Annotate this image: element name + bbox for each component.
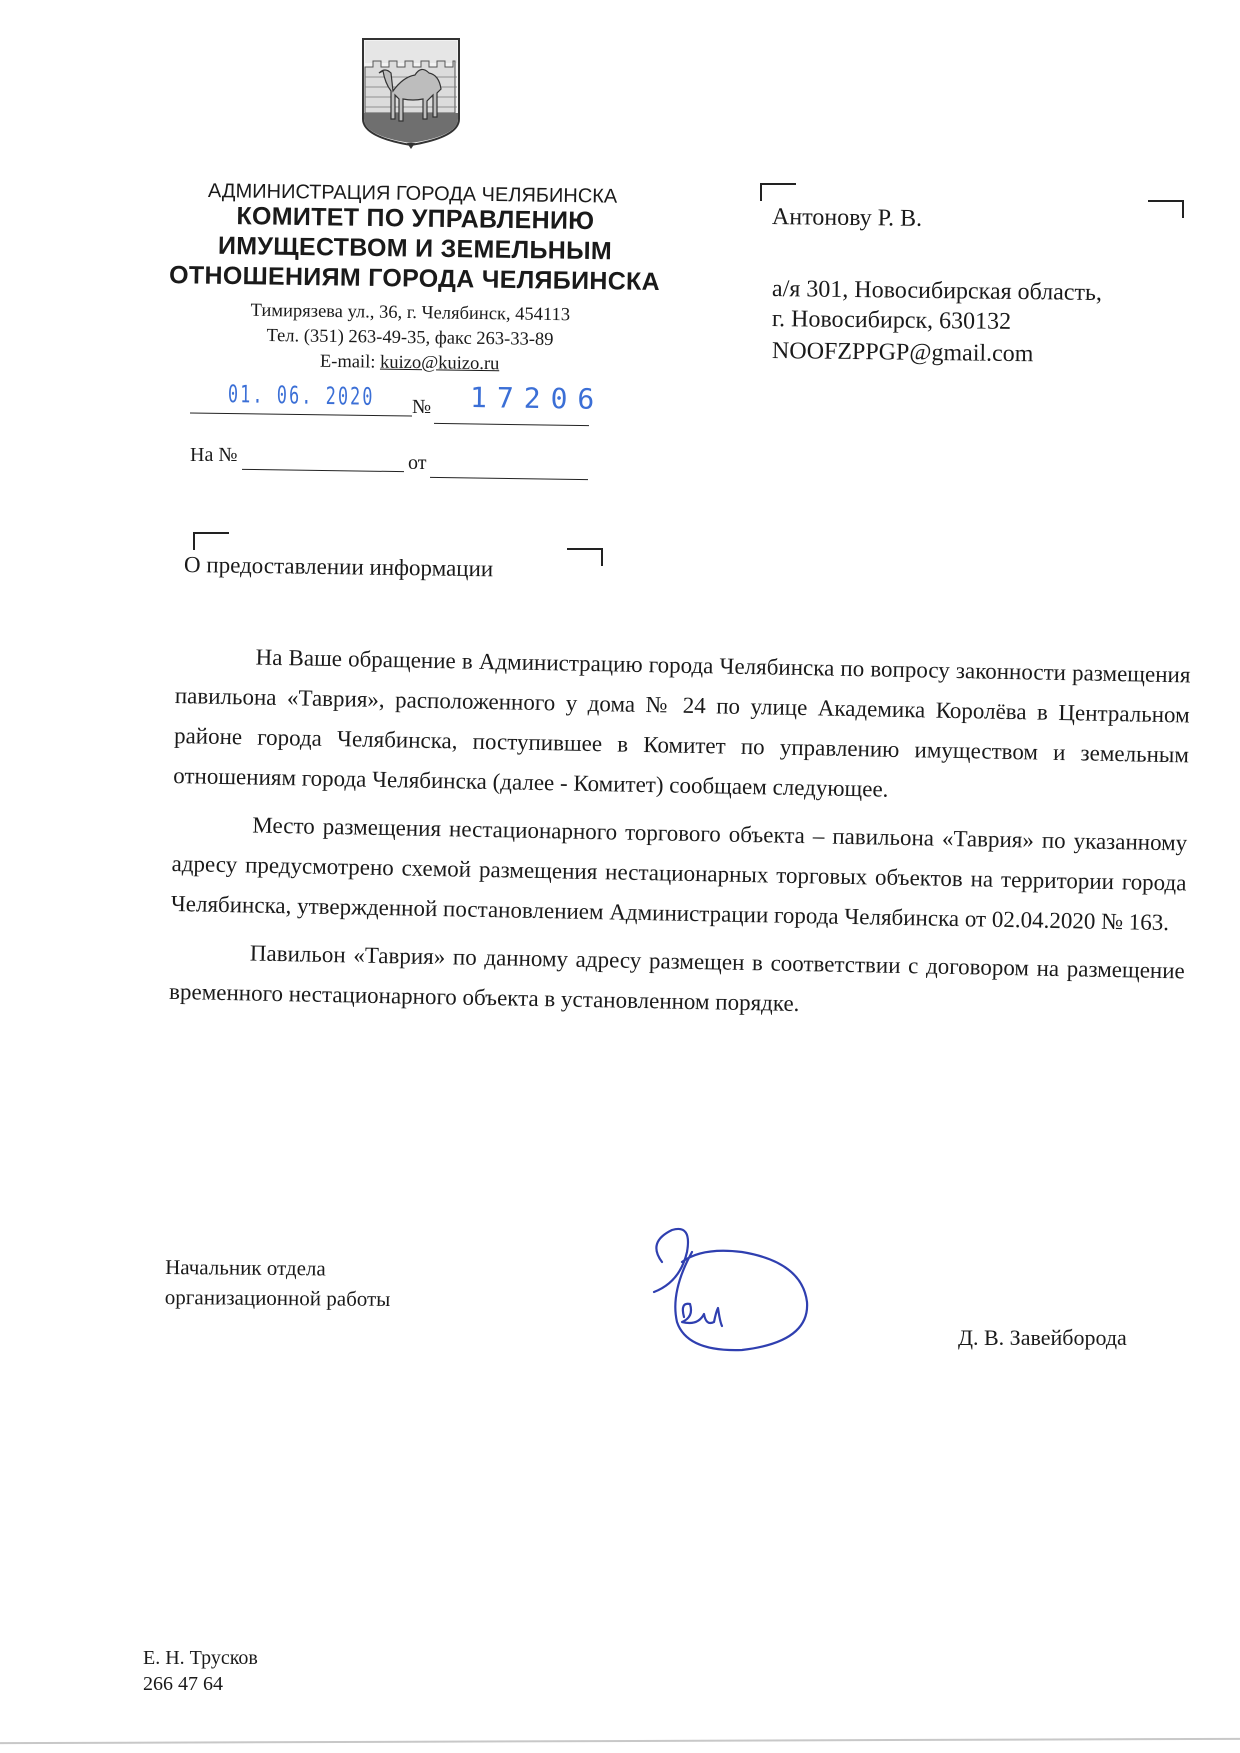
executor-phone: 266 47 64: [143, 1673, 223, 1695]
signer-position: [165, 1252, 391, 1314]
handwritten-signature-icon: [632, 1222, 862, 1352]
signer-name: Д. В. Завейборода: [958, 1325, 1127, 1350]
body-paragraph: На Ваше обращение в Администрацию города Челябинска по вопросу законности размещения павильона «Таврия», расположенного у дома № 24 по улице Академика Королёва в Центральном районе города Челябинска, поступившее в Комитет по управлению имуществом и земельным отношениям города Челябинска (далее - Комитет) сообщаем следующее.: [173, 644, 1191, 802]
recipient-address-1: а/я 301, Новосибирская область,: [771, 276, 1103, 307]
committee-line: ОТНОШЕНИЯМ ГОРОДА ЧЕЛЯБИНСКА: [168, 261, 661, 296]
recipient-name: Антонову Р. В.: [771, 204, 923, 232]
committee-line: ИМУЩЕСТВОМ И ЗЕМЕЛЬНЫМ: [217, 231, 613, 266]
recipient-email: NOOFZPPGP@gmail.com: [771, 338, 1034, 368]
recipient-corner-mark: [760, 183, 796, 201]
body-paragraph: Павильон «Таврия» по данному адресу размещен в соответствии с договором на размещение временного нестационарного объекта в установленном порядке.: [168, 940, 1185, 1017]
letterhead-email-row: [194, 348, 624, 379]
committee-line: КОМИТЕТ ПО УПРАВЛЕНИЮ: [236, 202, 595, 236]
letter-body: [169, 636, 1191, 1039]
reference-number-label: На №: [190, 444, 238, 466]
registration-date-stamp: 01. 06. 2020: [227, 380, 375, 411]
coat-of-arms-icon: [355, 33, 467, 151]
administration-name: АДМИНИСТРАЦИЯ ГОРОДА ЧЕЛЯБИНСКА: [207, 180, 618, 208]
reference-date-blank: [430, 477, 588, 480]
date-underline: [190, 412, 412, 416]
number-underline: [434, 423, 589, 426]
letterhead-contacts: [194, 298, 625, 379]
executor-info: [143, 1645, 258, 1697]
subject-corner-mark: [193, 532, 229, 550]
committee-name: [159, 200, 670, 297]
scan-edge-divider: [0, 1738, 1240, 1744]
registration-number-stamp: 17206: [469, 381, 605, 416]
body-paragraph: Место размещения нестационарного торгового объекта – павильона «Таврия» по указанному адресу предусмотрено схемой размещения нестационарных торговых объектов на территории города Челябинска, утвержденной постановлением Администрации города Челябинска от 02.04.2020 № 163.: [170, 812, 1188, 936]
letterhead-phone: Тел. (351) 263-49-35, факс 263-33-89: [266, 325, 554, 351]
letterhead-address: Тимирязева ул., 36, г. Челябинск, 454113: [250, 300, 571, 326]
signer-position-line: организационной работы: [164, 1284, 391, 1311]
executor-name: Е. Н. Трусков: [143, 1647, 258, 1669]
recipient-address-2: г. Новосибирск, 630132: [771, 306, 1012, 335]
recipient-corner-mark: [1148, 200, 1184, 218]
letter-subject: О предоставлении информации: [183, 552, 494, 582]
number-sign: №: [412, 396, 432, 418]
letterhead-email-link[interactable]: kuizo@kuizo.ru: [379, 352, 500, 375]
signer-position-line: Начальник отдела: [165, 1255, 326, 1281]
subject-corner-mark: [567, 548, 603, 566]
reference-from-label: от: [408, 452, 427, 474]
email-label: E-mail:: [319, 351, 381, 373]
reference-number-blank: [242, 469, 404, 472]
